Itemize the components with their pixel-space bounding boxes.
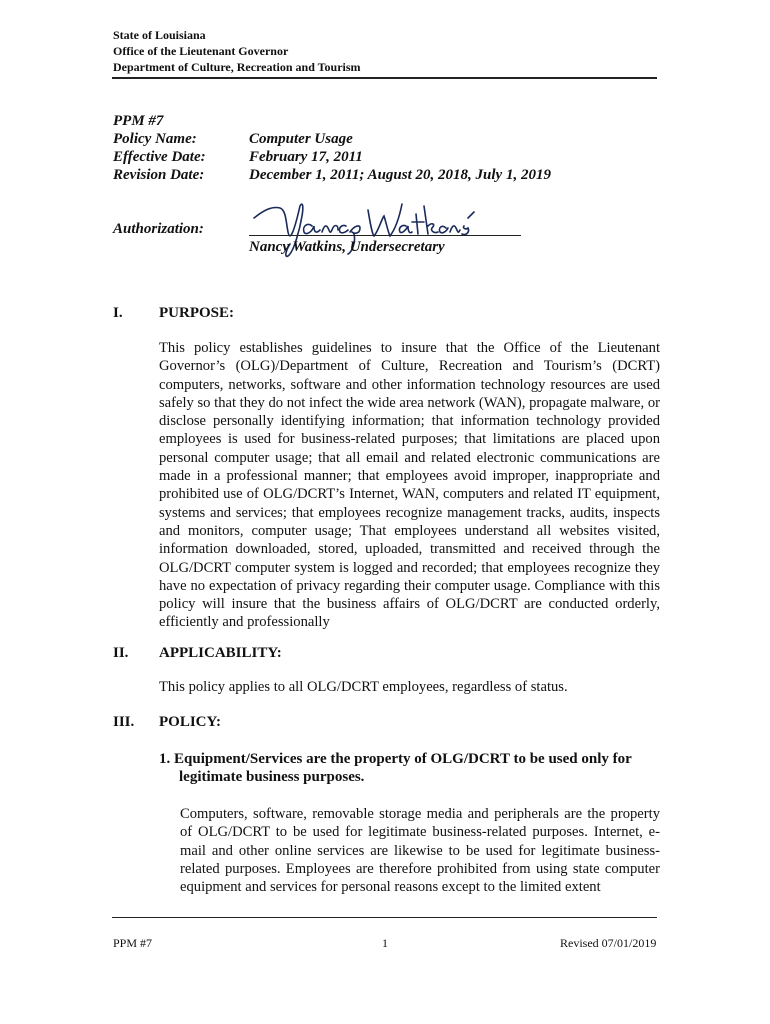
- revision-date-value: December 1, 2011; August 20, 2018, July 1, 2019: [249, 167, 551, 183]
- signatory-name: Nancy Watkins, Undersecretary: [249, 239, 445, 255]
- section-title-applicability: APPLICABILITY:: [159, 645, 282, 661]
- header-rule: [112, 77, 657, 79]
- section-number-policy: III.: [113, 714, 135, 730]
- section-title-policy: POLICY:: [159, 714, 221, 730]
- revision-date-label: Revision Date:: [113, 167, 205, 183]
- header-state: State of Louisiana: [113, 28, 206, 42]
- footer-revised: Revised 07/01/2019: [560, 936, 657, 950]
- policy-item-1-paragraph: Computers, software, removable storage media and peripherals are the property of OLG/DCRT to be used for legitimate business-related purposes. Internet, e-mail and other online services are likewise to be used for legitimate business-related purposes. Employees are therefore prohibited from using state computer equipment and services for personal reasons except to the limited extent: [180, 806, 660, 896]
- section-number-purpose: I.: [113, 305, 123, 321]
- policy-name-label: Policy Name:: [113, 131, 197, 147]
- footer-ppm: PPM #7: [113, 936, 153, 950]
- page-number: 1: [382, 936, 388, 950]
- authorization-label: Authorization:: [113, 221, 204, 237]
- section-title-purpose: PURPOSE:: [159, 305, 234, 321]
- header-office: Office of the Lieutenant Governor: [113, 44, 289, 58]
- purpose-paragraph: This policy establishes guidelines to insure that the Office of the Lieutenant Governor’s (OLG)/Department of Culture, Recreation and Tourism’s (DCRT) computers, networks, software and other information technology resources are used safely so that they do not infect the wide area network (WAN), propagate malware, or disclose personally identifying information; that information technology provided employees is used for business-related purposes; that limitations are placed upon personal computer usage; that all email and related electronic communications are made in a professional manner; that employees avoid improper, inappropriate and prohibited use of OLG/DCRT’s Internet, WAN, computers and related IT equipment, systems and services; that employees recognize management tracks, audits, inspects and monitors, computer usage; That employees understand all websites visited, information downloaded, stored, uploaded, transmitted and received through the OLG/DCRT computer system is logged and recorded; that employees recognize they have no expectation of privacy regarding their computer usage. Compliance with this policy will insure that the business affairs of OLG/DCRT are conducted orderly, efficiently and professionally: [159, 340, 660, 631]
- applicability-paragraph: This policy applies to all OLG/DCRT employees, regardless of status.: [159, 679, 568, 695]
- section-number-applicability: II.: [113, 645, 129, 661]
- effective-date-label: Effective Date:: [113, 149, 206, 165]
- policy-item-1-heading: 1. Equipment/Services are the property of OLG/DCRT to be used only for legitimate business purposes.: [159, 751, 632, 785]
- footer-rule: [112, 917, 657, 918]
- policy-name-value: Computer Usage: [249, 131, 353, 147]
- ppm-number: PPM #7: [113, 113, 164, 129]
- signature-line: [249, 235, 521, 236]
- effective-date-value: February 17, 2011: [249, 149, 363, 165]
- header-department: Department of Culture, Recreation and Tourism: [113, 60, 361, 74]
